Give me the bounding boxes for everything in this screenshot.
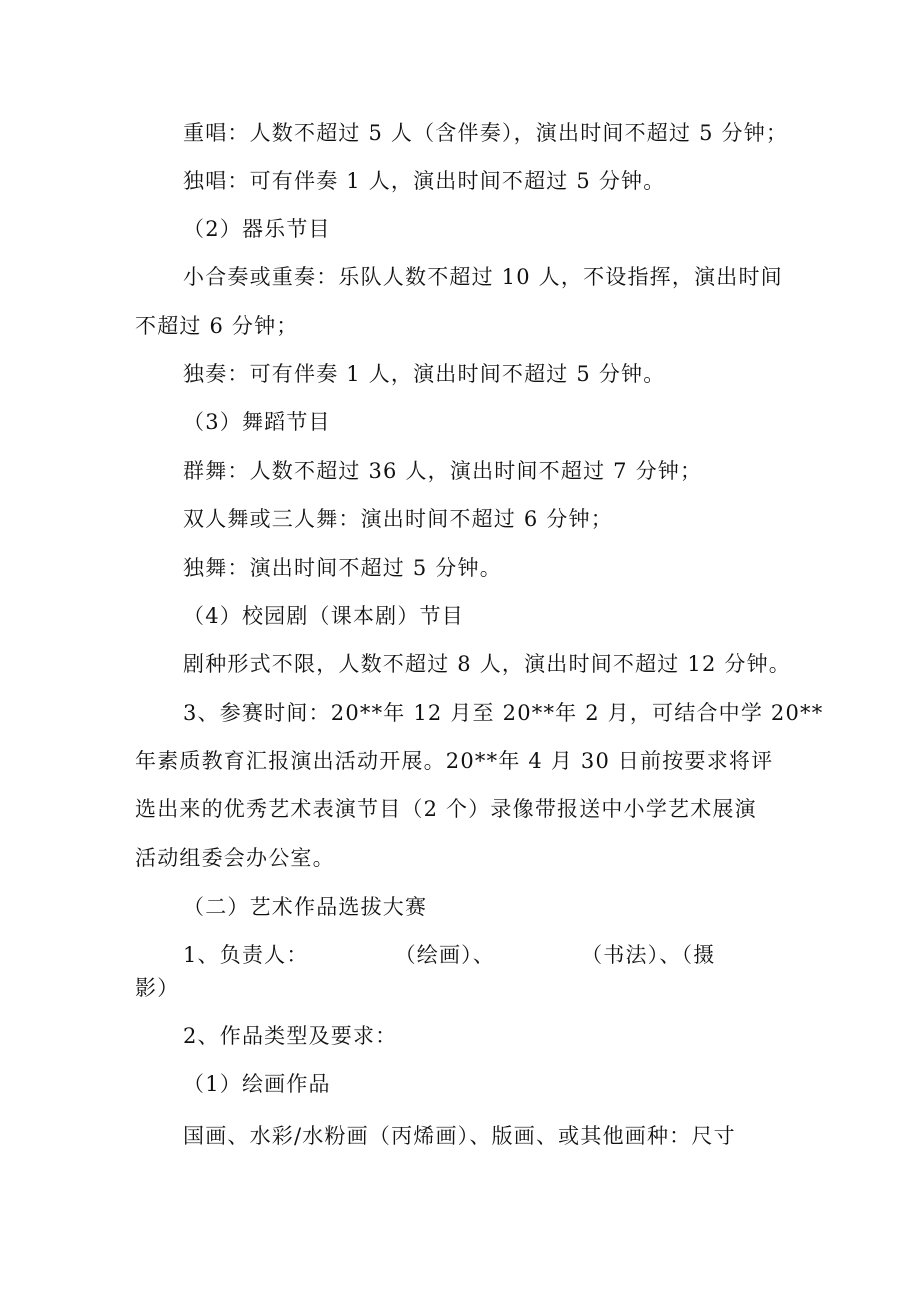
- paragraph-line: 小合奏或重奏：乐队人数不超过 10 人，不设指挥，演出时间: [183, 265, 783, 289]
- section-heading: （4）校园剧（课本剧）节目: [183, 604, 464, 628]
- paragraph-line: 2、作品类型及要求：: [183, 1024, 398, 1048]
- paragraph-line: 影）: [135, 976, 180, 1000]
- section-heading: （3）舞蹈节目: [183, 410, 331, 434]
- responsible-painting: （绘画）、: [394, 943, 496, 967]
- section-heading: （1）绘画作品: [183, 1072, 331, 1096]
- responsible-label: 1、负责人：: [183, 943, 309, 967]
- paragraph-line: 独奏：可有伴奏 1 人，演出时间不超过 5 分钟。: [183, 362, 666, 386]
- responsible-persons-line: [183, 940, 715, 970]
- section-heading: （二）艺术作品选拔大赛: [183, 895, 428, 919]
- paragraph-line: 双人舞或三人舞：演出时间不超过 6 分钟；: [183, 507, 613, 531]
- paragraph-line: 国画、水彩/水粉画（丙烯画）、版画、或其他画种：尺寸: [183, 1124, 736, 1148]
- paragraph-line: 不超过 6 分钟；: [135, 314, 299, 338]
- paragraph-line: 独唱：可有伴奏 1 人，演出时间不超过 5 分钟。: [183, 169, 666, 193]
- paragraph-line: 活动组委会办公室。: [135, 846, 335, 870]
- paragraph-line: 年素质教育汇报演出活动开展。20**年 4 月 30 日前按要求将评: [135, 749, 774, 773]
- paragraph-line: 独舞：演出时间不超过 5 分钟。: [183, 556, 502, 580]
- responsible-calligraphy-photography: （书法）、（摄: [581, 943, 716, 967]
- section-heading: （2）器乐节目: [183, 217, 331, 241]
- paragraph-line: 选出来的优秀艺术表演节目（2 个）录像带报送中小学艺术展演: [135, 797, 757, 821]
- paragraph-line: 3、参赛时间：20**年 12 月至 20**年 2 月，可结合中学 20**: [183, 701, 824, 725]
- paragraph-line: 群舞：人数不超过 36 人，演出时间不超过 7 分钟；: [183, 459, 703, 483]
- paragraph-line: 剧种形式不限，人数不超过 8 人，演出时间不超过 12 分钟。: [183, 652, 791, 676]
- paragraph-line: 重唱：人数不超过 5 人（含伴奏），演出时间不超过 5 分钟；: [183, 121, 789, 145]
